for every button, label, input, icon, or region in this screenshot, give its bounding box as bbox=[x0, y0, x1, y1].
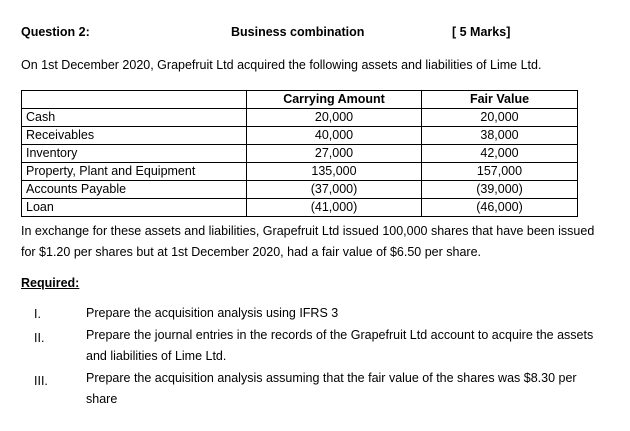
row-carrying: 27,000 bbox=[247, 145, 422, 163]
row-fair: (39,000) bbox=[422, 181, 578, 199]
required-heading: Required: bbox=[21, 276, 80, 290]
row-carrying: 20,000 bbox=[247, 109, 422, 127]
required-item-text: Prepare the acquisition analysis using IFRS 3 bbox=[86, 306, 339, 320]
table-row bbox=[22, 127, 578, 145]
required-item-text: Prepare the acquisition analysis assuming that the fair value of the shares was $8.30 per share bbox=[86, 371, 577, 406]
required-item-number: II. bbox=[34, 331, 45, 345]
row-item: Cash bbox=[22, 109, 247, 127]
table-row bbox=[22, 145, 578, 163]
header-item bbox=[22, 91, 247, 109]
row-carrying: 40,000 bbox=[247, 127, 422, 145]
assets-liabilities-table bbox=[21, 90, 578, 217]
header-fair-value: Fair Value bbox=[422, 91, 578, 109]
row-fair: (46,000) bbox=[422, 199, 578, 217]
row-item: Receivables bbox=[22, 127, 247, 145]
row-item: Loan bbox=[22, 199, 247, 217]
row-carrying: (37,000) bbox=[247, 181, 422, 199]
intro-text: On 1st December 2020, Grapefruit Ltd acquired the following assets and liabilities of Lime Ltd. bbox=[21, 58, 542, 72]
header-carrying-amount: Carrying Amount bbox=[247, 91, 422, 109]
row-item: Property, Plant and Equipment bbox=[22, 163, 247, 181]
table-header-row bbox=[22, 91, 578, 109]
required-item-number: III. bbox=[34, 374, 48, 388]
row-carrying: 135,000 bbox=[247, 163, 422, 181]
required-item-number: I. bbox=[34, 307, 41, 321]
row-fair: 157,000 bbox=[422, 163, 578, 181]
table-row bbox=[22, 181, 578, 199]
topic-title: Business combination bbox=[231, 25, 365, 39]
row-item: Accounts Payable bbox=[22, 181, 247, 199]
row-fair: 20,000 bbox=[422, 109, 578, 127]
row-fair: 38,000 bbox=[422, 127, 578, 145]
table-row bbox=[22, 199, 578, 217]
table-row bbox=[22, 163, 578, 181]
row-carrying: (41,000) bbox=[247, 199, 422, 217]
question-label: Question 2: bbox=[21, 25, 90, 39]
table-row bbox=[22, 109, 578, 127]
row-fair: 42,000 bbox=[422, 145, 578, 163]
exchange-paragraph: In exchange for these assets and liabilities, Grapefruit Ltd issued 100,000 shares that have been issued for $1.20 per shares but at 1st December 2020, had a fair value of $6.50 per share. bbox=[21, 224, 595, 259]
required-item-text: Prepare the journal entries in the records of the Grapefruit Ltd account to acquire the assets and liabilities of Lime Ltd. bbox=[86, 328, 594, 363]
row-item: Inventory bbox=[22, 145, 247, 163]
marks-label: [ 5 Marks] bbox=[452, 25, 511, 39]
